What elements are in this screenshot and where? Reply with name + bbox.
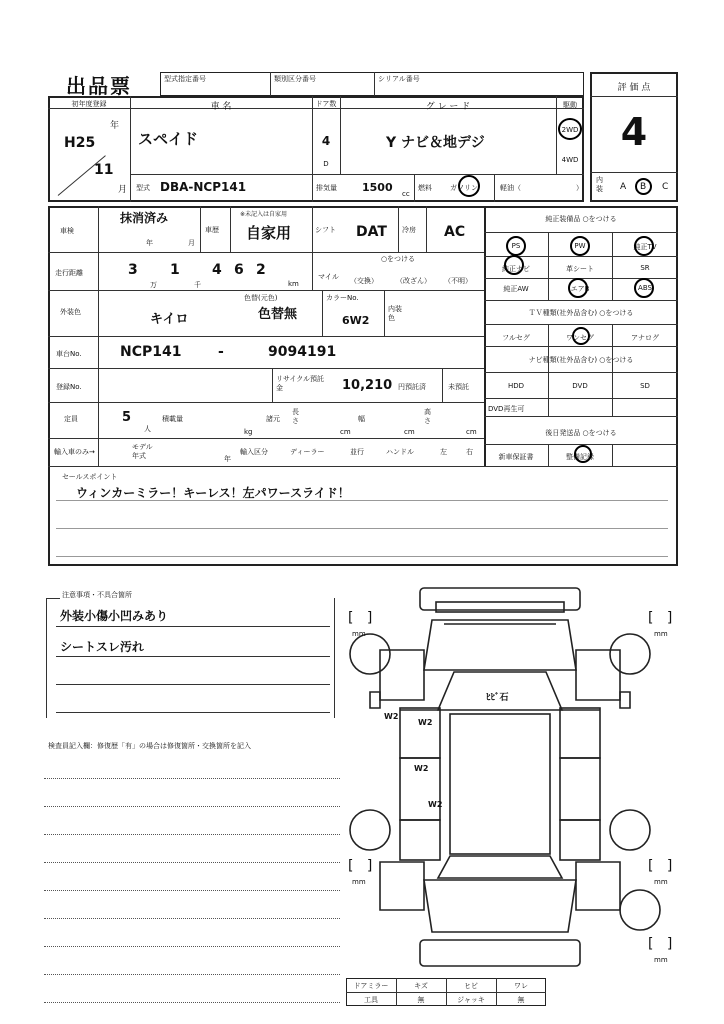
interior-c: C bbox=[662, 182, 669, 192]
dealer-label: ディーラー bbox=[290, 448, 325, 456]
later-warranty: 新車保証書 bbox=[498, 453, 534, 461]
parallel-label: 並行 bbox=[350, 448, 364, 456]
tv-analog: アナログ bbox=[631, 334, 659, 342]
note-line: 外装小傷小凹みあり bbox=[60, 609, 169, 623]
reg-no-label: 登録No. bbox=[56, 383, 82, 391]
fuel-label: 燃料 bbox=[418, 184, 432, 192]
equip-leather: 革シート bbox=[566, 265, 594, 273]
car-name-label: 車 名 bbox=[210, 102, 232, 112]
damage-mark: W2 bbox=[428, 800, 443, 809]
interior-a: A bbox=[620, 182, 627, 192]
drive-4wd: 4WD bbox=[561, 156, 579, 164]
import-only-label: 輸入車のみ→ bbox=[54, 448, 95, 456]
import-class-label: 輸入区分 bbox=[240, 448, 268, 456]
doors-label: ドア数 bbox=[315, 100, 337, 108]
equipment-title: 純正装備品 ○をつける bbox=[545, 215, 617, 223]
inspection-label: 車検 bbox=[60, 227, 74, 235]
score-value: 4 bbox=[620, 110, 648, 154]
model-label: 型式 bbox=[136, 184, 150, 192]
chassis-label: 車台No. bbox=[56, 350, 82, 358]
navi-dvd: DVD bbox=[572, 382, 588, 390]
fuel-light-oil: 軽油（ bbox=[500, 184, 521, 192]
equip-ps: PS bbox=[511, 242, 521, 250]
first-reg-month: 11 bbox=[94, 162, 114, 178]
capacity-label: 定員 bbox=[64, 415, 78, 423]
displacement-value: 1500 bbox=[362, 181, 393, 194]
interior-grade-label: 内装 bbox=[596, 176, 603, 193]
usage-label: 車歴 bbox=[205, 226, 219, 234]
serial-label: シリアル番号 bbox=[378, 75, 420, 83]
sales-text: ウィンカーミラー！キーレス！左パワースライド！ bbox=[76, 486, 350, 500]
note-line: シートスレ汚れ bbox=[60, 640, 144, 654]
interior-color-label: 内装色 bbox=[388, 305, 402, 322]
mileage-digit: 2 bbox=[256, 262, 266, 278]
interior-b: B bbox=[640, 182, 647, 192]
damage-mark: W2 bbox=[418, 718, 433, 727]
interior-b-circle bbox=[635, 178, 652, 195]
color-value: キイロ bbox=[150, 312, 189, 327]
tv-oneseg: ワンセグ bbox=[566, 334, 594, 342]
equip-airbag: エアB bbox=[570, 285, 590, 293]
tv-title: ＴＶ種類(社外品含む) ○をつける bbox=[528, 309, 634, 317]
dvd-playback: DVD再生可 bbox=[488, 405, 525, 413]
type-approval-label: 型式指定番号 bbox=[164, 75, 206, 83]
mileage-digit: 4 bbox=[212, 262, 222, 278]
color-label: 外装色 bbox=[60, 308, 81, 316]
mile-label: マイル bbox=[318, 273, 339, 281]
shift-value: DAT bbox=[356, 224, 387, 240]
color-no-label: カラーNo. bbox=[326, 294, 359, 302]
fuel-gasoline: ガソリン bbox=[450, 184, 478, 192]
doors-value: 4 bbox=[321, 134, 331, 148]
car-damage-diagram bbox=[340, 580, 690, 980]
equip-aw: 純正AW bbox=[503, 285, 529, 293]
mileage-digit: 1 bbox=[170, 262, 180, 278]
damage-mark: W2 bbox=[414, 764, 429, 773]
chassis-number: 9094191 bbox=[268, 344, 337, 360]
ac-value: AC bbox=[444, 224, 466, 240]
car-name: スペイド bbox=[138, 130, 199, 148]
grade-label: グ レ ー ド bbox=[425, 102, 471, 112]
first-reg-era: H25 bbox=[64, 135, 96, 151]
id-number-box bbox=[160, 72, 584, 96]
color-no-value: 6W2 bbox=[342, 314, 370, 327]
score-label: 評 価 点 bbox=[617, 83, 651, 93]
dims-label: 諸元 bbox=[266, 415, 280, 423]
recolor-label: 色替(元色) bbox=[244, 294, 278, 302]
displacement-label: 排気量 bbox=[316, 184, 337, 192]
drive-label: 駆動 bbox=[563, 101, 577, 109]
navi-hdd: HDD bbox=[507, 382, 525, 390]
capacity-value: 5 bbox=[122, 410, 132, 425]
shift-label: シフト bbox=[315, 226, 336, 234]
later-maintenance: 整備記録 bbox=[566, 453, 594, 461]
drive-2wd-circle bbox=[558, 118, 582, 140]
mileage-digit: 3 bbox=[128, 262, 138, 278]
sales-label: セールスポイント bbox=[62, 473, 118, 481]
equip-sr: SR bbox=[640, 264, 650, 272]
handle-right: 右 bbox=[466, 448, 473, 456]
load-label: 積載量 bbox=[162, 415, 183, 423]
model-year-label: モデル年式 bbox=[132, 443, 153, 460]
usage-note: ※未記入は自家用 bbox=[240, 211, 288, 218]
navi-sd: SD bbox=[640, 382, 650, 390]
drive-2wd: 2WD bbox=[561, 126, 579, 134]
fuel-gasoline-circle bbox=[458, 175, 480, 197]
recycle-label: リサイクル預託金 bbox=[276, 375, 325, 392]
equip-tv: 純正TV bbox=[633, 243, 657, 251]
mileage-label: 走行距離 bbox=[55, 269, 83, 277]
mileage-digit: 6 bbox=[234, 262, 244, 278]
inspection-value: 抹消済み bbox=[120, 211, 169, 225]
equip-abs: ABS bbox=[638, 284, 652, 292]
mileage-circle-note: ○をつける bbox=[380, 255, 416, 263]
grade-value: Y ナビ＆地デジ bbox=[386, 135, 485, 151]
model-value: DBA-NCP141 bbox=[160, 180, 247, 194]
form-title: 出品票 bbox=[66, 74, 132, 98]
notes-label: 注意事項・不具合箇所 bbox=[62, 591, 132, 599]
equip-pw: PW bbox=[574, 242, 586, 250]
tv-fullseg: フルセグ bbox=[502, 334, 530, 342]
usage-value: 自家用 bbox=[246, 224, 292, 242]
chassis-model: NCP141 bbox=[120, 344, 182, 360]
recycle-value: 10,210 bbox=[342, 378, 393, 393]
recolor-value: 色替無 bbox=[258, 307, 298, 322]
navi-title: ナビ種類(社外品含む) ○をつける bbox=[528, 356, 634, 364]
first-reg-label: 初年度登録 bbox=[71, 100, 107, 108]
later-title: 後日発送品 ○をつける bbox=[545, 429, 617, 437]
inspector-label: 検査員記入欄：修復歴「有」の場合は修復箇所・交換箇所を記入 bbox=[48, 742, 251, 750]
damage-mark: W2 bbox=[384, 712, 399, 721]
windshield-note: ﾋﾋﾞ石 bbox=[486, 693, 509, 703]
class-label: 類別区分番号 bbox=[274, 75, 316, 83]
equip-navi: 純正ナビ bbox=[502, 265, 530, 273]
handle-left: 左 bbox=[440, 448, 447, 456]
ac-label: 冷房 bbox=[402, 226, 416, 234]
handle-label: ハンドル bbox=[386, 448, 414, 456]
